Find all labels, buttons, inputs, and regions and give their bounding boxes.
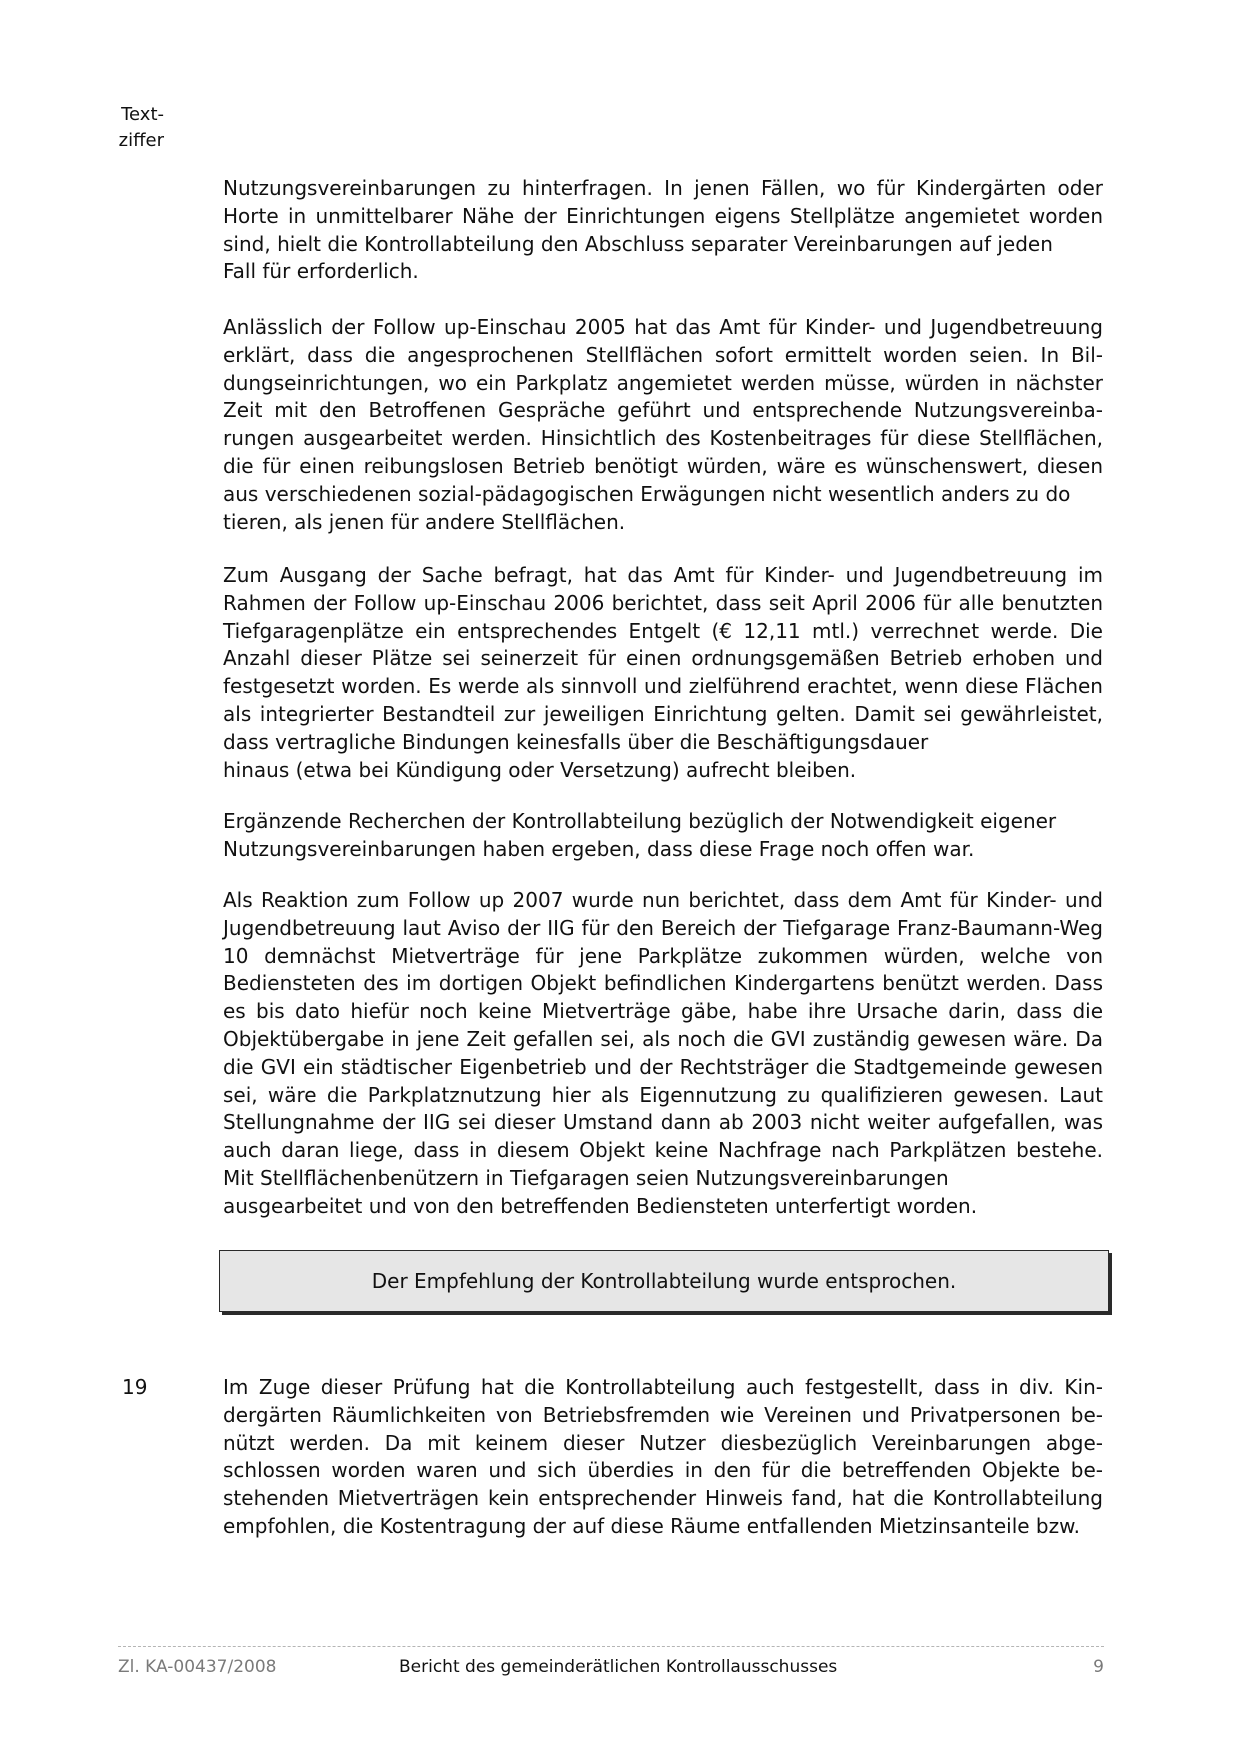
- paragraph-1-body: Nutzungsvereinbarungen zu hinterfragen. In jenen Fällen, wo für Kindergärten oder Horte in unmittelbarer Nähe der Einrichtungen eigens Stellplätze angemietet worden sind, hielt die Kontrollabteilung den Abschluss separater Vereinbarungen auf jeden: [223, 176, 1103, 256]
- recommendation-box: [219, 1250, 1109, 1312]
- section-number: 19: [122, 1375, 148, 1399]
- paragraph-3-body: Zum Ausgang der Sache befragt, hat das Amt für Kinder- und Jugendbetreuung im Rahmen der Follow up-Einschau 2006 berichtet, dass seit April 2006 für alle benutzten Tiefgaragenplätze ein entsprechendes Entgelt (€ 12,11 mtl.) verrechnet werde. Die Anzahl dieser Plätze sei seinerzeit für einen ordnungsgemäßen Betrieb erhoben und festgesetzt worden. Es werde als sinnvoll und zielführend erachtet, wenn diese Flächen als integrierter Bestandteil zur jeweiligen Einrichtung gelten. Damit sei gewährleistet, dass vertragliche Bindungen keinesfalls über die Beschäftigungsdauer: [223, 563, 1103, 754]
- paragraph-3-last-line: hinaus (etwa bei Kündigung oder Versetzung) aufrecht bleiben.: [223, 757, 857, 782]
- section-19-text: Im Zuge dieser Prüfung hat die Kontrollabteilung auch festgestellt, dass in div. Kindergärten Räumlichkeiten von Betriebsfremden wie Vereinen und Privatpersonen benützt werden. Da mit keinem dieser Nutzer diesbezüglich Vereinbarungen abgeschlossen worden waren und sich überdies in den für die betreffenden Objekte bestehenden Mietverträgen kein entsprechender Hinweis fand, hat die Kontrollabteilung empfohlen, die Kostentragung der auf diese Räume entfallenden Mietzinsanteile bzw.: [223, 1375, 1103, 1538]
- paragraph-2: [223, 314, 1103, 536]
- paragraph-4: [223, 808, 1103, 864]
- paragraph-2-last-line: tieren, als jenen für andere Stellflächen.: [223, 509, 626, 534]
- paragraph-5-body: Als Reaktion zum Follow up 2007 wurde nun berichtet, dass dem Amt für Kinder- und Jugendbetreuung laut Aviso der IIG für den Bereich der Tiefgarage Franz-Baumann-Weg 10 demnächst Mietverträge für jene Parkplätze zukommen würden, welche von Bediensteten des im dortigen Objekt befindlichen Kindergartens benützt werden. Dass es bis dato hiefür noch keine Mietverträge gäbe, habe ihre Ursache darin, dass die Objektübergabe in jene Zeit gefallen sei, als noch die GVI zuständig gewesen wäre. Da die GVI ein städtischer Eigenbetrieb und der Rechtsträger die Stadtgemeinde gewesen sei, wäre die Parkplatznutzung hier als Eigennutzung zu qualifizieren gewesen. Laut Stellungnahme der IIG sei dieser Umstand dann ab 2003 nicht weiter aufgefallen, was auch daran liege, dass in diesem Objekt keine Nachfrage nach Parkplätzen bestehe. Mit Stellflächenbenützern in Tiefgaragen seien Nutzungsvereinbarungen: [223, 888, 1103, 1190]
- section-19-paragraph: [223, 1374, 1103, 1541]
- margin-label-line-1: Text-: [121, 104, 164, 125]
- paragraph-5-last-line: ausgearbeitet und von den betreffenden Bediensteten unterfertigt worden.: [223, 1193, 978, 1218]
- paragraph-5: [223, 887, 1103, 1221]
- margin-label-textziffer: [104, 102, 164, 154]
- paragraph-4-last-line: Nutzungsvereinbarungen haben ergeben, dass diese Frage noch offen war.: [223, 836, 975, 861]
- paragraph-1-last-line: Fall für erforderlich.: [223, 259, 419, 284]
- footer-divider: [118, 1646, 1104, 1647]
- footer-title: Bericht des gemeinderätlichen Kontrollausschusses: [399, 1657, 838, 1677]
- page-number: 9: [1093, 1657, 1104, 1677]
- paragraph-4-body: Ergänzende Recherchen der Kontrollabteilung bezüglich der Notwendigkeit eigener: [223, 809, 1057, 833]
- paragraph-1: [223, 175, 1103, 286]
- recommendation-text: Der Empfehlung der Kontrollabteilung wurde entsprochen.: [371, 1269, 957, 1293]
- paragraph-2-body: Anlässlich der Follow up-Einschau 2005 hat das Amt für Kinder- und Jugendbetreuung erklärt, dass die angesprochenen Stellflächen sofort ermittelt worden seien. In Bildungseinrichtungen, wo ein Parkplatz angemietet werden müsse, würden in nächster Zeit mit den Betroffenen Gespräche geführt und entsprechende Nutzungsvereinbarungen ausgearbeitet werden. Hinsichtlich des Kostenbeitrages für diese Stellflächen, die für einen reibungslosen Betrieb benötigt würden, wäre es wünschenswert, diesen aus verschiedenen sozial-pädagogischen Erwägungen nicht wesentlich anders zu do: [223, 315, 1103, 506]
- margin-label-line-2: ziffer: [118, 130, 164, 151]
- paragraph-3: [223, 562, 1103, 784]
- footer-reference: Zl. KA-00437/2008: [118, 1657, 277, 1677]
